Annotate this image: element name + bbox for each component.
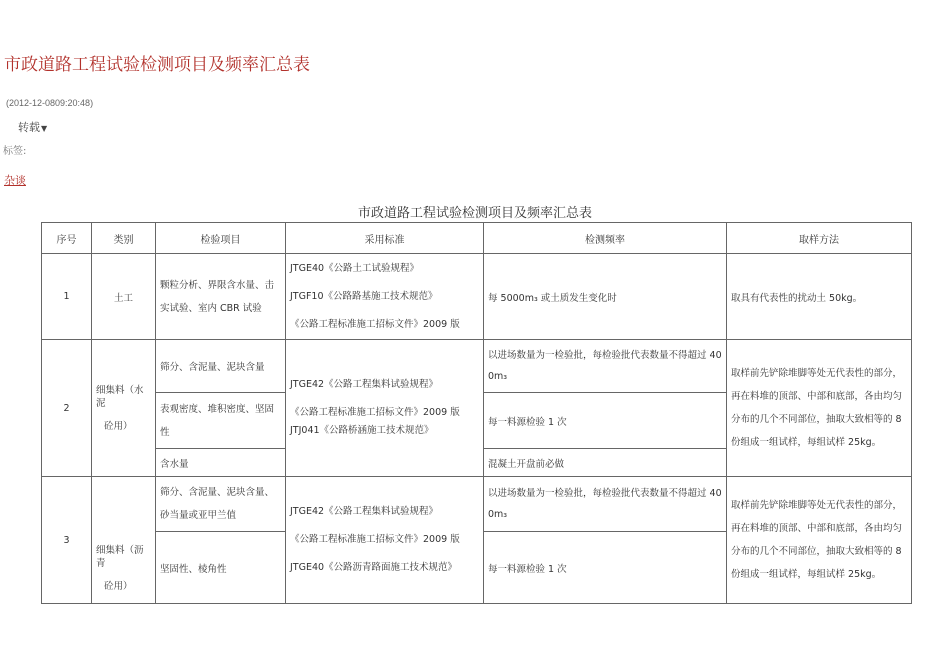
column-header: 取样方法 (727, 223, 912, 254)
category-cell: 土工 (92, 254, 156, 340)
standard-item: JTGE40《公路沥青路面施工技术规范》 (290, 562, 458, 573)
frequency-cell: 每一料源检验 1 次 (484, 532, 727, 604)
frequency-cell: 每 5000m₃ 或土质发生变化时 (484, 254, 727, 340)
standards-cell (286, 340, 484, 477)
column-header: 采用标准 (286, 223, 484, 254)
chevron-down-icon: ▼ (41, 124, 48, 133)
test-item: 砂当量或亚甲兰值 (160, 510, 237, 521)
row-number: 2 (42, 340, 92, 477)
sampling-cell: 取样前先铲除堆脚等处无代表性的部分，再在料堆的顶部、中部和底部，各由均匀分布的几个不同部位，抽取大致相等的 8 份组成一组试样，每组试样 25kg。 (727, 340, 912, 477)
table-caption: 市政道路工程试验检测项目及频率汇总表 (357, 206, 592, 221)
test-items-cell (156, 449, 286, 477)
table-row (42, 477, 912, 532)
standards-cell (286, 477, 484, 604)
test-items-cell (156, 532, 286, 604)
test-item: 筛分、含泥量、泥块含量 (160, 362, 265, 373)
table-header-row (42, 223, 912, 254)
test-items-cell (156, 393, 286, 449)
test-items-cell (156, 254, 286, 340)
test-item: 表观密度、堆积密度、坚固 (160, 403, 275, 415)
category-cell (92, 340, 156, 477)
tags-label: 标签: (3, 146, 27, 157)
test-items-cell (156, 477, 286, 532)
category-line: 砼用） (104, 420, 133, 432)
standard-item: JTGE42《公路工程集料试验规程》 (290, 379, 439, 390)
test-items-cell (156, 340, 286, 393)
post-timestamp: (2012-12-0809:20:48) (6, 98, 94, 108)
test-item: 坚固性、棱角性 (160, 563, 227, 575)
test-item: 性 (160, 426, 170, 438)
repost-menu[interactable] (18, 119, 47, 135)
standard-item: 《公路工程标准施工招标文件》2009 版 (290, 318, 460, 330)
standards-cell (286, 254, 484, 340)
category-line: 砼用） (104, 581, 133, 592)
table-row (42, 254, 912, 340)
column-header: 检验项目 (156, 223, 286, 254)
tag-link[interactable]: 杂谈 (4, 174, 26, 187)
row-number: 1 (42, 254, 92, 340)
test-item: 颗粒分析、界限含水量、击 (160, 279, 275, 291)
standard-item: JTGE40《公路土工试验规程》 (290, 262, 420, 274)
column-header: 类别 (92, 223, 156, 254)
frequency-cell: 以进场数量为一检验批，每检验批代表数量不得超过 400m₃ (484, 340, 727, 393)
standard-item: JTGE42《公路工程集料试验规程》 (290, 506, 439, 517)
page-title: 市政道路工程试验检测项目及频率汇总表 (4, 55, 310, 75)
column-header: 检测频率 (484, 223, 727, 254)
standard-item: JTGF10《公路路基施工技术规范》 (290, 290, 438, 302)
test-item: 筛分、含泥量、泥块含量、 (160, 487, 275, 498)
standard-item: 《公路工程标准施工招标文件》2009 版 (290, 534, 460, 545)
category-line: 细集料（沥青 (96, 545, 144, 569)
standard-item: JTJ041《公路桥涵施工技术规范》 (290, 425, 434, 436)
test-item: 含水量 (160, 458, 189, 470)
test-item: 实试验、室内 CBR 试验 (160, 302, 262, 314)
frequency-cell: 每一料源检验 1 次 (484, 393, 727, 449)
category-cell (92, 477, 156, 604)
table-row (42, 340, 912, 393)
row-number: 3 (42, 477, 92, 604)
frequency-cell: 混凝土开盘前必做 (484, 449, 727, 477)
repost-label: 转载 (18, 121, 40, 134)
column-header: 序号 (42, 223, 92, 254)
sampling-cell: 取具有代表性的扰动土 50kg。 (727, 254, 912, 340)
sampling-cell: 取样前先铲除堆脚等处无代表性的部分，再在料堆的顶部、中部和底部，各由均匀分布的几个不同部位，抽取大致相等的 8 份组成一组试样，每组试样 25kg。 (727, 477, 912, 604)
frequency-cell: 以进场数量为一检验批，每检验批代表数量不得超过 400m₃ (484, 477, 727, 532)
category-line: 细集料（水泥 (96, 384, 144, 409)
inspection-table (41, 222, 912, 604)
standard-item: 《公路工程标准施工招标文件》2009 版 (290, 407, 460, 418)
